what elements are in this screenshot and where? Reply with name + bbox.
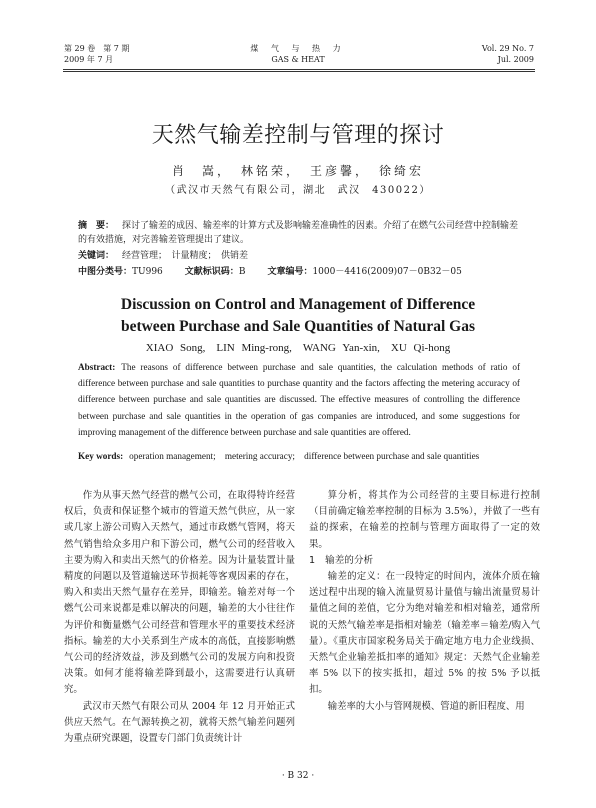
header-volume-issue: 第 29 卷 第 7 期 <box>64 44 130 53</box>
body-paragraph: 输差的定义：在一段特定的时间内，流体介质在输送过程中出现的输入流量贸易计量值与输出流量贸易计量值之间的差值，它分为绝对输差和相对输差，通常所说的天然气输差率是指相对输差（输差率＝输差/购入气量）。《重庆市国家税务局关于确定地方电力企业线损、天然气企业输差抵扣率的通知》规定：天然气企业输差率 5% 以下的按实抵扣，超过 5% 的按 5% 予以抵扣。 <box>309 571 540 696</box>
paper-title-en-line1: Discussion on Control and Management of Difference <box>120 296 476 313</box>
authors-cn: 肖 嵩， 林铭荣， 王彦馨， 徐绮宏 <box>171 164 424 178</box>
running-header <box>0 0 596 80</box>
keywords-cn-text: 经营管理； 计量精度； 供销差 <box>122 251 249 261</box>
keywords-cn-label: 关键词： <box>78 251 115 261</box>
abstract-en-label: Abstract: <box>78 362 116 372</box>
keywords-en-text: operation management; metering accuracy; difference between purchase and sale quantities <box>129 451 480 461</box>
abstract-en <box>78 359 520 440</box>
body-column-left <box>64 488 295 747</box>
keywords-en-label: Key words: <box>78 451 124 461</box>
header-rule-thin <box>63 71 535 72</box>
doc-code-value: B <box>238 267 246 277</box>
header-volume-issue-en: Vol. 29 No. 7 <box>481 44 534 53</box>
clc-value: TU996 <box>132 267 163 277</box>
section-heading <box>309 553 540 569</box>
body-paragraph: 武汉市天然气有限公司从 2004 年 12 月开始正式供应天然气。在气源转换之初，就将天然气输差问题列为重点研究课题，设置专门部门负责统计计 <box>64 700 295 745</box>
section-number: 1 <box>309 554 316 566</box>
header-date-en: Jul. 2009 <box>497 55 534 64</box>
keywords-cn <box>78 249 522 263</box>
paper-title-en-line2: between Purchase and Sale Quantities of Natural Gas <box>120 318 476 335</box>
header-date-cn: 2009 年 7 月 <box>64 55 114 64</box>
abstract-cn <box>78 219 522 247</box>
keywords-en <box>78 448 520 464</box>
affiliation-cn: （武汉市天然气有限公司，湖北 武汉 430022） <box>165 185 431 196</box>
header-volume-info-en <box>482 43 534 65</box>
abstract-cn-text: 探讨了输差的成因、输差率的计算方式及影响输差准确性的因素。介绍了在燃气公司经营中控制输差的有效措施，对完善输差管理提出了建议。 <box>78 221 519 245</box>
abstract-en-text: The reasons of difference between purchase and sale quantities, the calculation methods of ratio of difference between purchase and sale quantities to purchase quantity and the factors affecting the metering accuracy of difference between purchase and sale quantities are discussed. The effective measures of controlling the difference between purchase and sale quantities in the operation of gas companies are introduced, and some suggestions for improving management of the difference between purchase and sale quantities are offered. <box>78 362 520 437</box>
header-journal-name-en: GAS & HEAT <box>271 55 325 64</box>
section-title: 输差的分析 <box>325 554 374 566</box>
header-journal-name-cn: 煤 气 与 热 力 <box>250 44 346 53</box>
page-number: · B 32 · <box>281 771 315 781</box>
article-number-value: 1000－4416(2009)07－0B32－05 <box>312 267 462 277</box>
abstract-cn-label: 摘 要： <box>78 221 115 231</box>
doc-code-label: 文献标识码： <box>184 267 239 277</box>
body-column-right <box>309 488 540 715</box>
article-number-label: 文章编号： <box>267 267 313 277</box>
body-paragraph: 算分析，将其作为公司经营的主要目标进行控制（目前确定输差率控制的目标为 3.5%），并做了一些有益的探索，在输差的控制与管理方面取得了一定的效果。 <box>309 490 540 550</box>
header-rule <box>63 69 535 70</box>
clc-label: 中图分类号： <box>78 267 133 277</box>
body-paragraph: 作为从事天然气经营的燃气公司，在取得特许经营权后，负责和保证整个城市的管道天然气供应，从一家或几家上游公司购入天然气，通过市政燃气管网，将天然气销售给众多用户和下游公司，燃气公司的经营收入主要为购入和卖出天然气的价格差。因为计量装置计量精度的问题以及管道输送环节损耗等客观因素的存在，购入和卖出天然气量存在差异，即输差。输差对每一个燃气公司来说都是难以解决的问题，输差的大小往往作为评价和衡量燃气公司经营和管理水平的重要技术经济指标。输差的大小关系到生产成本的高低，直接影响燃气公司的经济效益，涉及到燃气公司的发展方向和投资决策。如何才能将输差降到最小，这需要进行认真研究。 <box>64 490 295 696</box>
body-paragraph: 输差率的大小与管网规模、管道的新旧程度、用 <box>327 700 525 712</box>
paper-title-en <box>0 294 596 338</box>
classification-line <box>78 265 538 279</box>
paper-title-cn: 天然气输差控制与管理的探讨 <box>151 123 445 148</box>
authors-en: XIAO Song, LIN Ming-rong, WANG Yan-xin, XU Qi-hong <box>145 342 451 354</box>
